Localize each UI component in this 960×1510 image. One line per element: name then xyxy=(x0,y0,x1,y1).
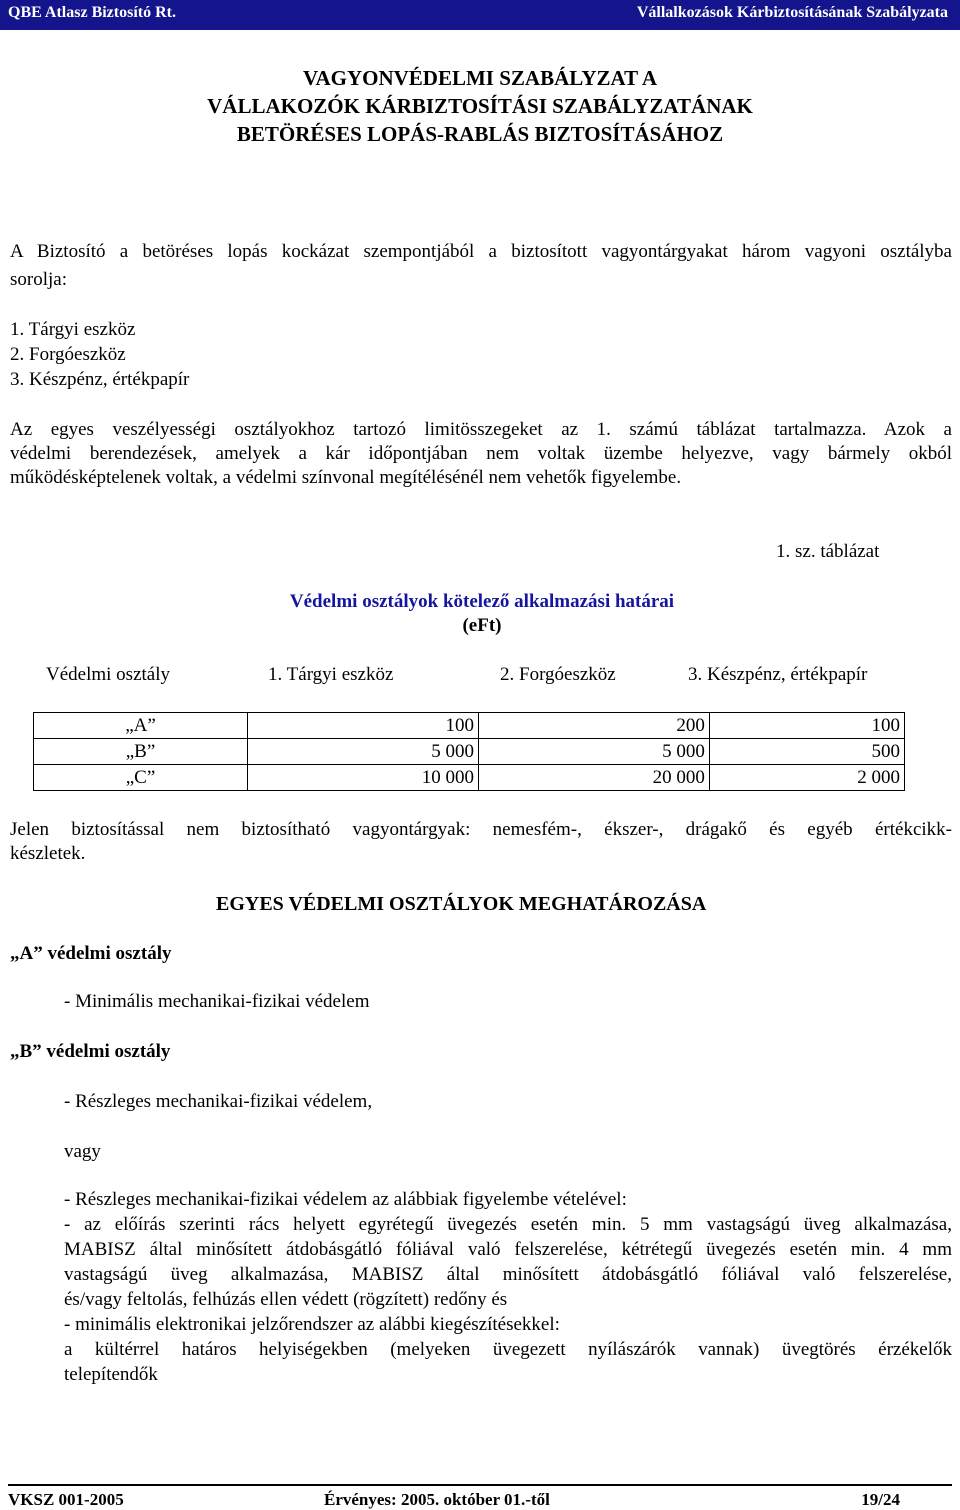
table-unit: (eFt) xyxy=(462,615,502,636)
column-header-cash-securities: 3. Készpénz, értékpapír xyxy=(688,664,868,685)
class-b-heading: „B” védelmi osztály xyxy=(10,1041,171,1062)
table-cell: 2 000 xyxy=(709,765,904,791)
class-b-para-line-4: és/vagy feltolás, felhúzás ellen védett (rögzített) redőny és xyxy=(64,1289,508,1310)
table-cell-class: „C” xyxy=(34,765,248,791)
class-a-item: - Minimális mechanikai-fizikai védelem xyxy=(64,991,370,1012)
table-caption: Védelmi osztályok kötelező alkalmazási határai xyxy=(289,591,675,612)
table-cell: 200 xyxy=(478,713,709,739)
class-b-para-line-1: - az előírás szerinti rács helyett egyrétegű üvegezés esetén min. 5 mm vastagságú üveg alkalmazása, xyxy=(64,1214,952,1235)
table-cell-class: „B” xyxy=(34,739,248,765)
table-row xyxy=(34,713,905,739)
table-row xyxy=(34,739,905,765)
footer-document-code: VKSZ 001-2005 xyxy=(8,1490,124,1509)
class-b-para-line-2: MABISZ által minősített átdobásgátló fóliával való felszerelése, kétrétegű üvegezés esetén min. 4 mm xyxy=(64,1239,952,1260)
title-line-3: BETÖRÉSES LOPÁS-RABLÁS BIZTOSÍTÁSÁHOZ xyxy=(236,122,724,146)
footer-divider xyxy=(8,1484,952,1486)
header-document-title: Vállalkozások Kárbiztosításának Szabályzata xyxy=(636,4,948,21)
para2-line-3: működésképtelenek voltak, a védelmi színvonal megítélésénél nem vehetők figyelembe. xyxy=(10,467,682,488)
table-reference: 1. sz. táblázat xyxy=(776,541,880,562)
intro-line-2: sorolja: xyxy=(10,269,67,290)
table-cell: 10 000 xyxy=(248,765,479,791)
para2-line-2: védelmi berendezések, amelyek a kár időpontjában nem voltak üzembe helyezve, vagy bármely okból xyxy=(10,443,952,464)
column-header-current-assets: 2. Forgóeszköz xyxy=(500,664,616,685)
document-title xyxy=(0,64,960,148)
table-cell: 5 000 xyxy=(248,739,479,765)
exclusion-line-2: készletek. xyxy=(10,843,86,864)
class-b-para-line-3: vastagságú üveg alkalmazása, MABISZ által minősített átdobásgátló fóliával való felszerelése, xyxy=(64,1264,952,1285)
limits-table xyxy=(33,712,905,791)
exclusion-line-1: Jelen biztosítással nem biztosítható vagyontárgyak: nemesfém-, ékszer-, drágakő és egyéb értékcikk- xyxy=(10,819,952,840)
column-header-class: Védelmi osztály xyxy=(46,664,170,685)
class-b-para-line-6: a kültérrel határos helyiségekben (melyeken üvegezett nyílászárók vannak) üvegtörés érzékelők xyxy=(64,1339,952,1360)
header-company: QBE Atlasz Biztosító Rt. xyxy=(8,4,176,21)
table-cell: 100 xyxy=(248,713,479,739)
list-item-3: 3. Készpénz, értékpapír xyxy=(10,369,190,390)
title-line-1: VAGYONVÉDELMI SZABÁLYZAT A xyxy=(303,66,657,90)
class-b-item-2: - Részleges mechanikai-fizikai védelem az alábbiak figyelembe vételével: xyxy=(64,1189,627,1210)
footer-page-number: 19/24 xyxy=(861,1490,900,1509)
class-b-or: vagy xyxy=(64,1141,101,1162)
title-line-2: VÁLLAKOZÓK KÁRBIZTOSÍTÁSI SZABÁLYZATÁNAK xyxy=(207,94,753,118)
table-cell: 5 000 xyxy=(478,739,709,765)
intro-line-1: A Biztosító a betöréses lopás kockázat szempontjából a biztosított vagyontárgyakat három vagyoni osztályba xyxy=(10,241,952,262)
section-title: EGYES VÉDELMI OSZTÁLYOK MEGHATÁROZÁSA xyxy=(216,893,707,915)
table-cell-class: „A” xyxy=(34,713,248,739)
table-cell: 500 xyxy=(709,739,904,765)
footer-validity: Érvényes: 2005. október 01.-től xyxy=(324,1490,550,1509)
class-b-para-line-5: - minimális elektronikai jelzőrendszer az alábbi kiegészítésekkel: xyxy=(64,1314,560,1335)
column-header-tangible-assets: 1. Tárgyi eszköz xyxy=(268,664,394,685)
list-item-2: 2. Forgóeszköz xyxy=(10,344,126,365)
para2-line-1: Az egyes veszélyességi osztályokhoz tartozó limitösszegeket az 1. számú táblázat tartalmazza. Azok a xyxy=(10,419,952,440)
table-cell: 100 xyxy=(709,713,904,739)
list-item-1: 1. Tárgyi eszköz xyxy=(10,319,136,340)
page-header xyxy=(0,0,960,30)
table-row xyxy=(34,765,905,791)
class-a-heading: „A” védelmi osztály xyxy=(10,943,172,964)
class-b-item-1: - Részleges mechanikai-fizikai védelem, xyxy=(64,1091,373,1112)
class-b-para-line-7: telepítendők xyxy=(64,1364,158,1385)
table-cell: 20 000 xyxy=(478,765,709,791)
